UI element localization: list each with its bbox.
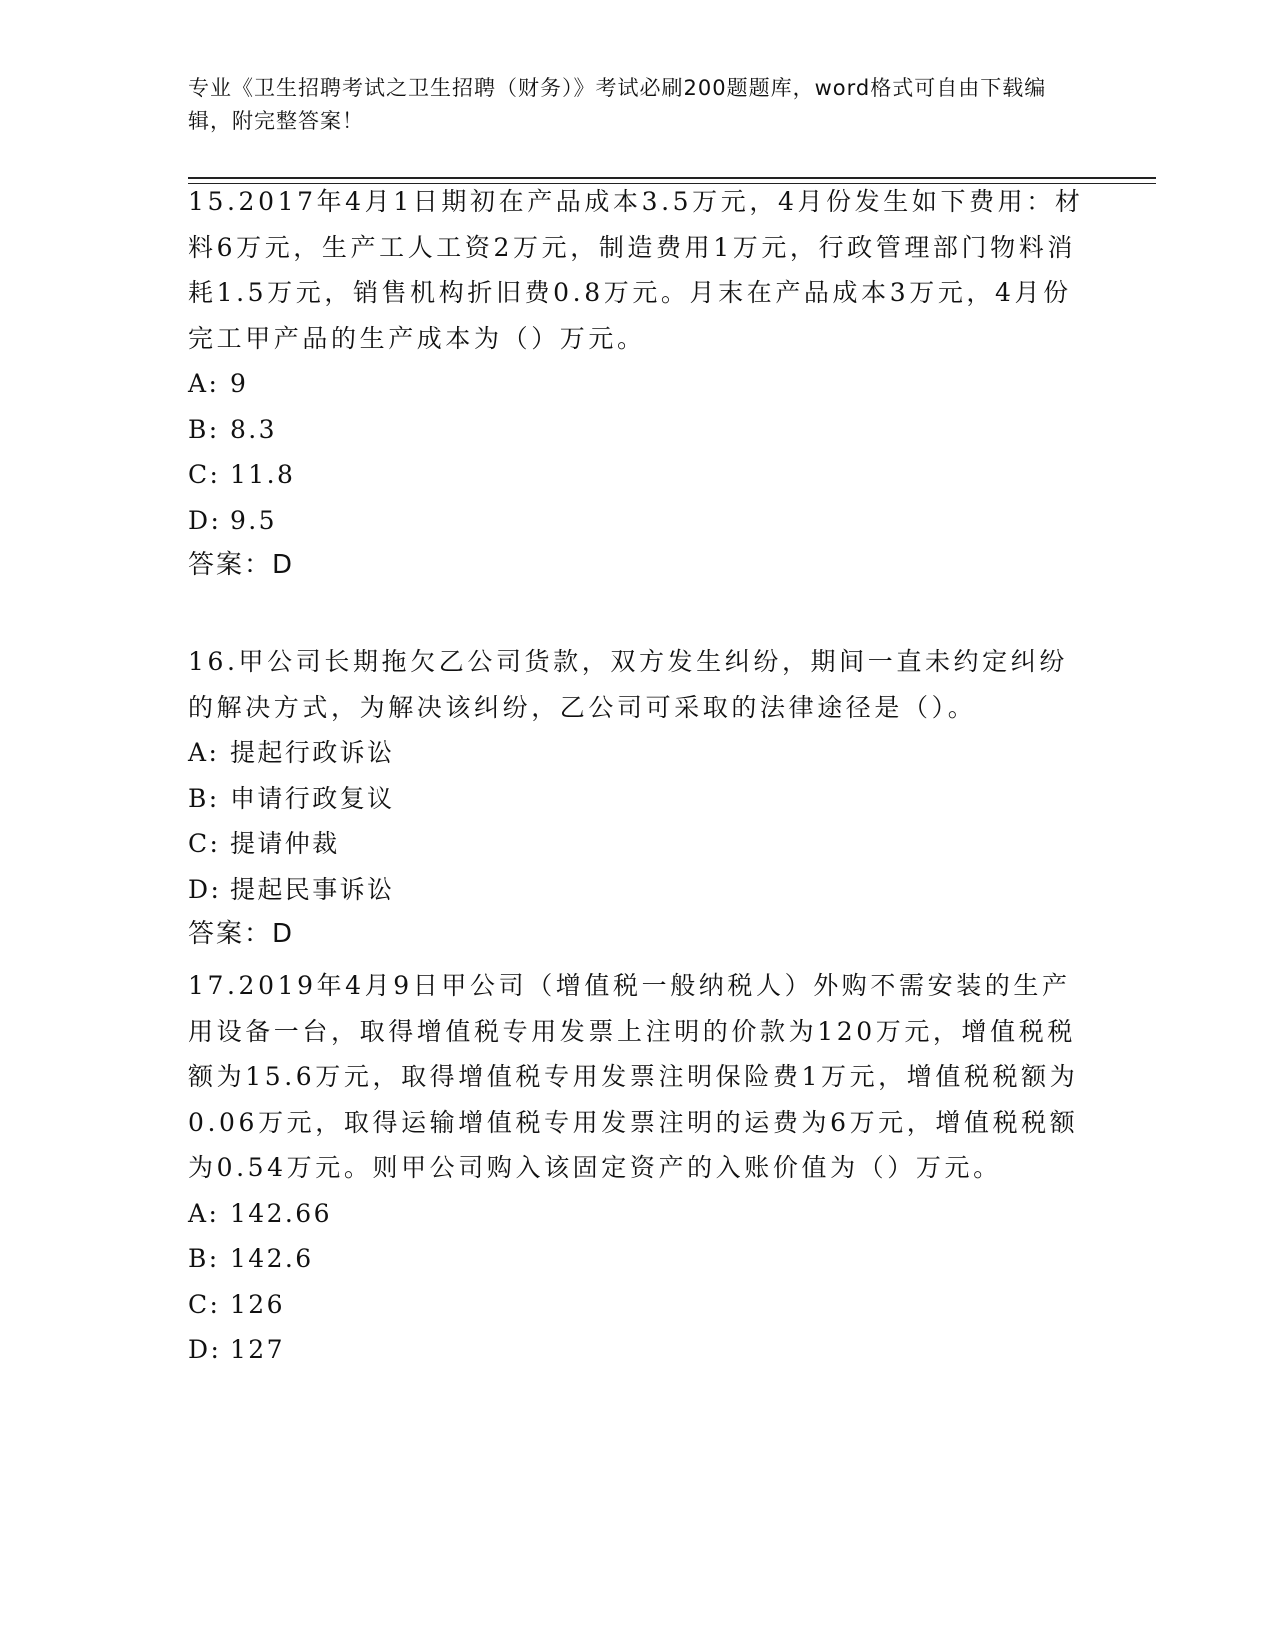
option-text: 11.8 (230, 460, 296, 489)
option-key: B: (188, 783, 220, 813)
answer-label: 答案：D (188, 919, 295, 949)
option-text: 127 (230, 1335, 285, 1364)
option-key: A: (188, 369, 220, 398)
option-a (188, 1191, 1088, 1237)
document-header: 专业《卫生招聘考试之卫生招聘（财务）》考试必刷200题题库，word格式可自由下载编辑，附完整答案！ (188, 76, 1047, 133)
question-stem: 16.甲公司长期拖欠乙公司货款，双方发生纠纷，期间一直未约定纠纷的解决方式，为解决该纠纷，乙公司可采取的法律途径是（）。 (188, 647, 1068, 722)
question-16 (188, 639, 1088, 958)
question-stem: 15.2017年4月1日期初在产品成本3.5万元，4月份发生如下费用：材料6万元，生产工人工资2万元，制造费用1万元，行政管理部门物料消耗1.5万元，销售机构折旧费0.8万元。月末在产品成本3万元，4月份完工甲产品的生产成本为（）万元。 (188, 187, 1084, 353)
option-d (188, 498, 1088, 544)
option-key: D: (188, 505, 222, 535)
question-15 (188, 179, 1088, 589)
option-c (188, 1282, 1088, 1328)
option-text: 提请仲裁 (230, 829, 340, 858)
option-key: C: (188, 829, 221, 858)
question-stem: 17.2019年4月9日甲公司（增值税一般纳税人）外购不需安装的生产用设备一台，取得增值税专用发票上注明的价款为120万元，增值税税额为15.6万元，取得增值税专用发票注明保险费1万元，增值税税额为0.06万元，取得运输增值税专用发票注明的运费为6万元，增值税税额为0.54万元。则甲公司购入该固定资产的入账价值为（）万元。 (188, 971, 1079, 1182)
option-text: 申请行政复议 (230, 783, 395, 813)
option-text: 142.66 (230, 1198, 332, 1228)
option-key: C: (188, 460, 221, 489)
question-17 (188, 963, 1088, 1373)
option-text: 提起民事诉讼 (230, 874, 395, 904)
option-text: 126 (230, 1289, 285, 1319)
option-a (188, 361, 1088, 407)
option-c (188, 821, 1088, 867)
option-a (188, 730, 1088, 776)
option-b (188, 776, 1088, 822)
option-text: 8.3 (230, 414, 277, 444)
option-b (188, 1236, 1088, 1282)
option-key: C: (188, 1289, 221, 1319)
option-key: D: (188, 1335, 222, 1364)
option-key: A: (188, 1198, 220, 1228)
option-text: 9.5 (230, 505, 277, 535)
option-text: 142.6 (230, 1244, 314, 1273)
option-c (188, 452, 1088, 498)
option-key: D: (188, 874, 222, 904)
option-key: A: (188, 738, 220, 767)
option-key: B: (188, 414, 220, 444)
option-d (188, 1327, 1088, 1373)
option-b (188, 407, 1088, 453)
option-text: 提起行政诉讼 (230, 738, 395, 767)
option-d (188, 867, 1088, 913)
option-text: 9 (230, 369, 249, 398)
answer-label: 答案：D (188, 550, 295, 580)
option-key: B: (188, 1244, 220, 1273)
